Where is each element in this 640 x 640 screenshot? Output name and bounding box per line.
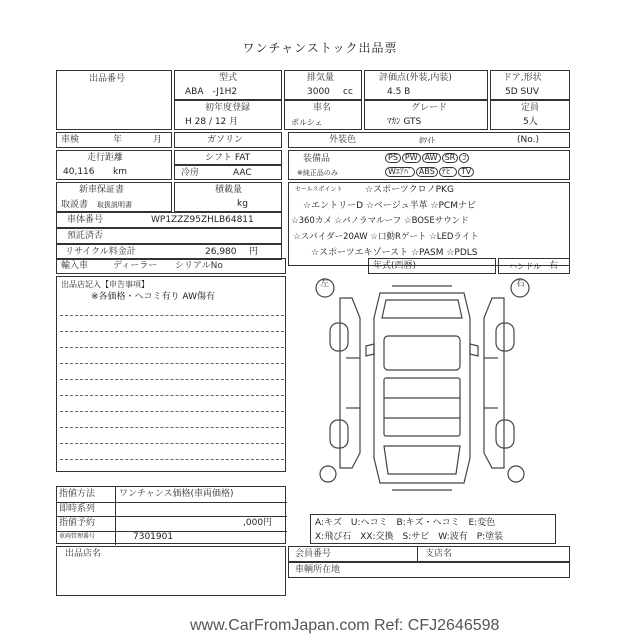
car-name-cell	[284, 100, 362, 130]
import-row	[56, 258, 286, 274]
year-model-label: 年式(西暦)	[373, 261, 417, 271]
warranty-label: 新車保証書	[79, 185, 125, 195]
sales-point-3: ☆360カメ ☆パノラマルーフ ☆BOSEサウンド	[291, 216, 469, 226]
capacity-value: 5人	[523, 117, 538, 127]
vin-value: WP1ZZZ95ZHLB64811	[151, 215, 254, 225]
load-label: 積載量	[215, 185, 243, 195]
year-model-cell	[368, 258, 496, 274]
spec-grid	[56, 70, 570, 266]
diagram-right-label: 右	[516, 279, 526, 289]
car-name-label: 車名	[313, 103, 332, 113]
handle-label: ハンドル	[509, 262, 541, 271]
aircon-cell	[174, 165, 282, 180]
transmission-cell	[174, 150, 282, 165]
mileage-cell	[56, 150, 172, 180]
first-reg-cell	[174, 100, 282, 130]
exterior-color-value: ﾎﾜｲﾄ	[419, 136, 435, 145]
door-value: 5D SUV	[505, 87, 539, 97]
manual-sub: 取扱説明書	[97, 201, 132, 209]
vin-cell	[56, 212, 282, 228]
equipment-option: PW	[402, 153, 421, 163]
legend-line-1: A:キズ U:ヘコミ B:キズ・ヘコミ E:変色	[315, 518, 496, 528]
sales-point-5: ☆スポーツエキゾースト ☆PASM ☆PDLS	[311, 248, 478, 258]
mileage-unit: km	[113, 167, 127, 177]
score-label: 評価点(外装,内装)	[379, 73, 452, 83]
door-label: ドア,形状	[503, 73, 542, 83]
first-reg-value: H 28 / 12 月	[185, 117, 239, 127]
legend-line-2: X:飛び石 XX:交換 S:サビ W:波有 P:塗装	[315, 532, 504, 542]
instant-label: 即時系列	[59, 504, 96, 514]
branch-label: 支店名	[425, 549, 453, 559]
recycle-deposit-label: 預託済否	[67, 231, 104, 241]
equipment-option: ABS	[416, 167, 438, 177]
mileage-label: 走行距離	[87, 153, 124, 163]
seller-cell	[56, 546, 286, 596]
recycle-deposit-cell	[56, 228, 282, 244]
exterior-color-cell	[288, 132, 570, 148]
location-label: 車輌所在地	[295, 565, 341, 575]
notes-line-1: ※各価格・ヘコミ有り AW傷有	[91, 292, 215, 302]
form-title: ワンチャンストック出品票	[242, 41, 398, 55]
damage-legend	[310, 514, 556, 544]
diagram-left-label: 左	[320, 279, 330, 289]
transmission-value: シフト FAT	[205, 153, 251, 163]
equipment-row-2	[385, 167, 475, 177]
import-dealer: ディーラー	[113, 261, 158, 271]
exterior-color-label: 外装色	[329, 135, 357, 145]
equipment-option: PS	[385, 153, 401, 163]
exterior-color-no: (No.)	[517, 135, 539, 145]
equipment-cell	[288, 150, 570, 180]
sale-method-value: ワンチャンス価格(車両価格)	[119, 489, 234, 499]
equipment-label: 装備品	[303, 154, 331, 164]
sales-points-label: セールスポイント	[295, 186, 343, 193]
grade-cell	[364, 100, 488, 130]
car-damage-diagram	[300, 278, 550, 496]
notes-label: 出品店記入【申告事項】	[61, 280, 149, 289]
aircon-value: AAC	[233, 168, 252, 178]
recycle-fee-unit: 円	[249, 247, 259, 257]
equipment-option: ﾅﾋﾞ	[439, 167, 457, 177]
capacity-cell	[490, 100, 570, 130]
door-cell	[490, 70, 570, 100]
inspection-year: 年	[113, 135, 123, 145]
model-label: 型式	[219, 73, 238, 83]
mileage-value: 40,116	[63, 167, 95, 177]
grade-label: グレード	[411, 103, 448, 113]
model-value: ABA -J1H2	[185, 87, 238, 97]
import-label: 輸入車	[61, 261, 89, 271]
handle-value: 右	[549, 261, 559, 271]
footer-site: www.CarFromJapan.com	[190, 617, 370, 634]
vin-label: 車体番号	[67, 215, 104, 225]
sales-points-cell	[288, 182, 570, 266]
aircon-label: 冷房	[181, 168, 200, 178]
inspection-month: 月	[153, 135, 163, 145]
equipment-option: ｺ	[459, 153, 469, 163]
score-value: 4.5 B	[387, 87, 411, 97]
seller-label: 出品店名	[65, 549, 102, 559]
equipment-option: SR	[442, 153, 459, 163]
vehicle-no-label: 車両管理番号	[59, 533, 96, 540]
price-block	[56, 486, 286, 544]
location-cell	[288, 562, 570, 578]
lot-number-label: 出品番号	[89, 74, 126, 84]
grade-value: ﾏｶﾝ GTS	[387, 117, 422, 127]
inspection-label: 車検	[61, 135, 80, 145]
handle-cell	[498, 258, 570, 274]
recycle-fee-label: リサイクル料金計	[65, 247, 136, 257]
car-name-value: ポルシェ	[291, 118, 323, 127]
equipment-sub: ※純正品のみ	[297, 169, 338, 177]
sales-point-1: ☆スポーツクロノPKG	[365, 185, 454, 195]
footer-ref: Ref: CFJ2646598	[374, 617, 500, 634]
reserve-value: ,000円	[243, 518, 273, 528]
displacement-cell	[284, 70, 362, 100]
displacement-label: 排気量	[307, 73, 335, 83]
first-reg-label: 初年度登録	[205, 103, 251, 113]
equipment-option: TV	[458, 167, 474, 177]
fuel-value: ガソリン	[207, 135, 244, 145]
member-no-label: 会員番号	[295, 549, 332, 559]
lot-number-cell	[56, 70, 172, 130]
import-serial: シリアルNo	[175, 261, 223, 271]
reserve-label: 指値予約	[59, 518, 96, 528]
sales-point-2: ☆エントリーD ☆ベージュ半革 ☆PCMナビ	[303, 201, 476, 211]
equipment-option: Wｴｱﾊﾞ	[385, 167, 415, 177]
load-cell	[174, 182, 282, 212]
displacement-value: 3000	[307, 87, 330, 97]
sale-method-label: 指値方法	[59, 489, 96, 499]
inspection-cell	[56, 132, 172, 148]
model-cell	[174, 70, 282, 100]
load-unit: kg	[237, 199, 248, 209]
vehicle-no-value: 7301901	[133, 532, 174, 542]
warranty-cell	[56, 182, 172, 212]
equipment-option: AW	[422, 153, 441, 163]
equipment-row-1	[385, 153, 470, 163]
manual-label: 取説書	[61, 200, 89, 210]
displacement-unit: cc	[343, 87, 353, 97]
capacity-label: 定員	[521, 103, 540, 113]
sales-point-4: ☆スパイダー20AW ☆口動Rゲート ☆LEDライト	[293, 232, 479, 242]
recycle-fee-value: 26,980	[205, 247, 237, 257]
score-cell	[364, 70, 488, 100]
fuel-cell	[174, 132, 282, 148]
member-cell	[288, 546, 570, 562]
